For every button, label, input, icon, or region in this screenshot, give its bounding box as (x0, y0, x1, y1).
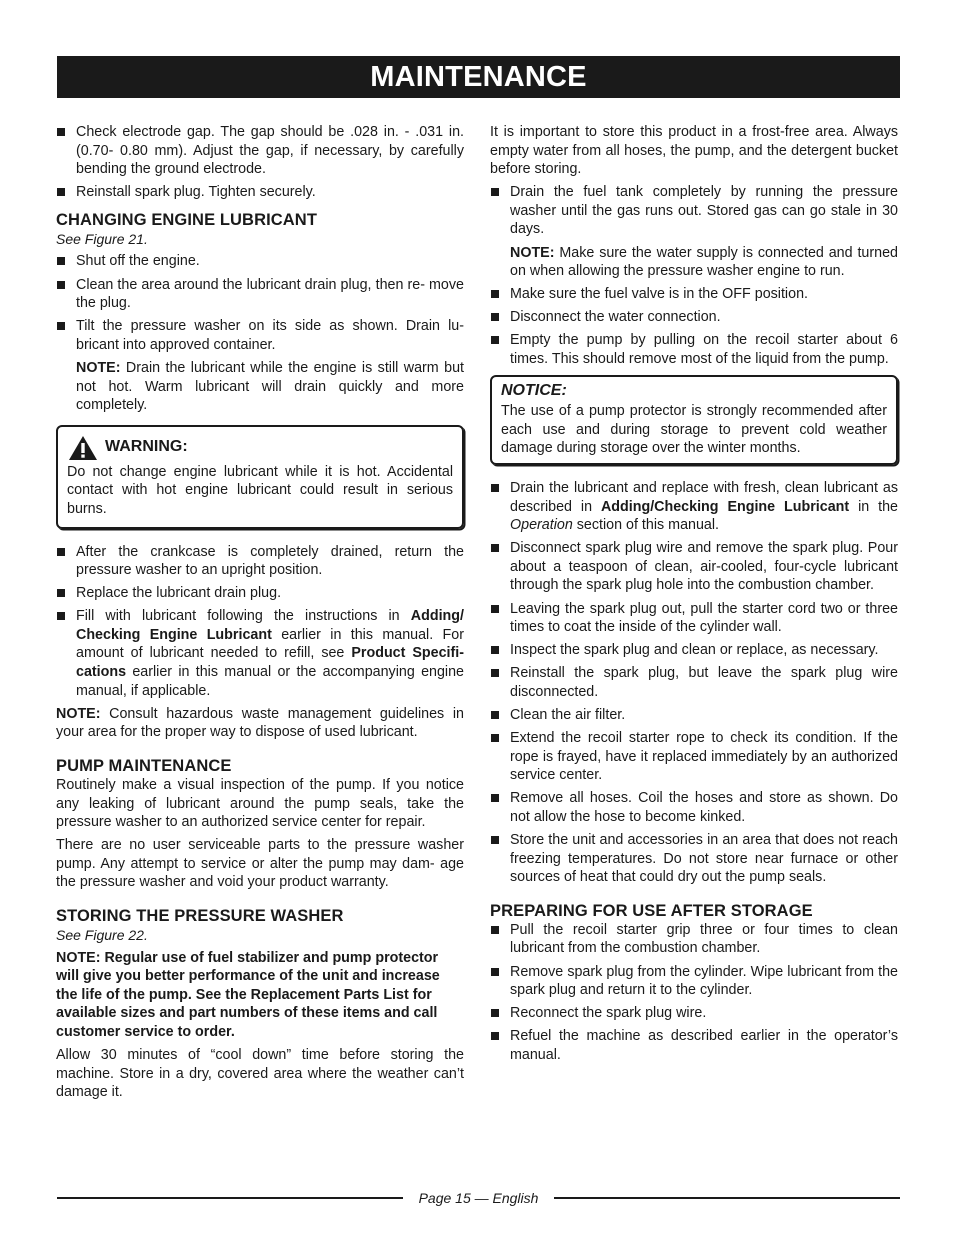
list-item: Remove all hoses. Coil the hoses and store as shown. Do not allow the hose to become kinked. (490, 789, 898, 826)
page-title-banner (57, 56, 900, 98)
list-item: Drain the fuel tank completely by running the pressure washer until the gas runs out. Stored gas can go stale in 30 days. (490, 183, 898, 239)
bold-note-paragraph: NOTE: Regular use of fuel stabilizer and pump protector will give you better performance of the unit and increase the life of the pump. See the Replacement Parts List for available sizes and part numbers of these items and call customer service to order. (56, 949, 440, 1040)
section-heading-storing: STORING THE PRESSURE WASHER (56, 907, 344, 925)
page-footer (57, 1188, 900, 1208)
list-item: Make sure the fuel valve is in the OFF position. (490, 285, 898, 304)
text-run: section of this manual. (572, 517, 720, 534)
paragraph: It is important to store this product in a frost-free area. Always empty water from all hoses, the pump, and the detergent bucket before storing. (490, 124, 898, 178)
list-item-drain-lubricant (490, 479, 898, 535)
note-label: NOTE: (76, 359, 121, 376)
list-item: Empty the pump by pulling on the recoil starter about 6 times. This should remove most of the liquid from the pump. (490, 331, 898, 368)
text-run: in the (849, 498, 898, 515)
note-text: Drain the lubricant while the engine is still warm but not hot. Warm lubricant will drain quickly and more completely. (76, 359, 464, 414)
footer-rule-right (554, 1197, 900, 1200)
list-item: Disconnect spark plug wire and remove the spark plug. Pour about a teaspoon of clean, air-cooled, four-cycle lubricant through the spark plug hole into the combustion chamber. (490, 539, 898, 595)
list-item: Check electrode gap. The gap should be .028 in. - .031 in. (0.70- 0.80 mm). Adjust the gap, if necessary, by carefully bending the ground electrode. (56, 123, 464, 179)
right-column (490, 123, 898, 1069)
section-heading-after-storage: PREPARING FOR USE AFTER STORAGE (490, 901, 813, 920)
text-run: Drain the lubricant and replace with fresh, clean lubricant as described in (510, 480, 898, 515)
note-paragraph (490, 244, 898, 281)
list-item: Reinstall the spark plug, but leave the spark plug wire disconnected. (490, 664, 898, 701)
notice-title: NOTICE: (501, 381, 567, 399)
cross-reference: Adding/Checking Engine Lubricant (600, 498, 850, 515)
notice-text: The use of a pump protector is strongly recommended after each use and during storage to prevent cold weather damage during storage over the winter months. (501, 403, 887, 457)
warning-title: WARNING: (105, 438, 188, 456)
warning-triangle-icon (68, 435, 98, 461)
section-heading-pump: PUMP MAINTENANCE (56, 756, 232, 775)
list-item: Replace the lubricant drain plug. (56, 584, 464, 603)
paragraph: Allow 30 minutes of “cool down” time before storing the machine. Store in a dry, covered area where the weather can’t damage it. (56, 1047, 464, 1101)
list-item: Extend the recoil starter rope to check its condition. If the rope is frayed, have it replaced immediately by an authorized service center. (490, 729, 898, 785)
list-item: Remove spark plug from the cylinder. Wipe lubricant from the spark plug and return it to the cylinder. (490, 963, 898, 1000)
figure-reference: See Figure 22. (56, 927, 148, 943)
note-label: NOTE: (56, 705, 101, 722)
page-title: MAINTENANCE (370, 60, 587, 93)
list-item: Tilt the pressure washer on its side as shown. Drain lu- bricant into approved container. (56, 317, 464, 354)
list-item: Clean the area around the lubricant drain plug, then re- move the plug. (56, 276, 464, 313)
note-paragraph (56, 359, 464, 415)
cross-reference: Adding/ Checking Engine Lubricant (76, 608, 464, 643)
list-item: Reinstall spark plug. Tighten securely. (56, 183, 464, 202)
list-item: Reconnect the spark plug wire. (490, 1004, 898, 1023)
warning-text: Do not change engine lubricant while it is hot. Accidental contact with hot engine lubricant could result in serious burns. (67, 463, 453, 517)
figure-reference: See Figure 21. (56, 230, 148, 247)
note-paragraph (56, 705, 464, 742)
list-item: Shut off the engine. (56, 252, 464, 271)
paragraph: Routinely make a visual inspection of the pump. If you notice any leaking of lubricant around the pump seals, take the pressure washer to an authorized service center for repair. (56, 776, 464, 831)
footer-rule-left (57, 1197, 403, 1200)
left-column (56, 123, 464, 1106)
note-text: Consult hazardous waste management guidelines in your area for the proper way to dispose of used lubricant. (56, 705, 464, 741)
warning-box (56, 425, 464, 529)
cross-reference: Product Specifi- cations (76, 645, 465, 681)
text-run: Fill with lubricant following the instructions in (76, 608, 411, 625)
list-item: Clean the air filter. (490, 706, 898, 725)
text-run: earlier in this manual. For amount of lubricant needed to refill, see (76, 626, 464, 662)
section-heading-lubricant: CHANGING ENGINE LUBRICANT (56, 210, 317, 229)
page-number: Page 15 — English (418, 1190, 539, 1206)
list-item: Refuel the machine as described earlier in the operator’s manual. (490, 1027, 898, 1064)
list-item: Inspect the spark plug and clean or replace, as necessary. (490, 641, 898, 660)
notice-box (490, 375, 898, 465)
list-item-fill-lubricant (56, 607, 464, 700)
paragraph: There are no user serviceable parts to the pressure washer pump. Any attempt to service or alter the pump may dam- age the pressure washer and void your product warranty. (56, 837, 464, 891)
cross-reference: Operation (510, 517, 573, 534)
list-item: After the crankcase is completely drained, return the pressure washer to an upright position. (56, 543, 464, 580)
list-item: Disconnect the water connection. (490, 308, 898, 327)
list-item: Pull the recoil starter grip three or four times to clean lubricant from the combustion chamber. (490, 921, 898, 958)
list-item: Store the unit and accessories in an area that does not reach freezing temperatures. Do not store near furnace or other sources of heat that could dry out the pump seals. (490, 831, 898, 887)
note-label: NOTE: (510, 244, 555, 261)
text-run: earlier in this manual or the accompanying engine manual, if applicable. (76, 664, 464, 699)
list-item: Leaving the spark plug out, pull the starter cord two or three times to coat the inside of the cylinder wall. (490, 600, 898, 637)
warning-title-row (67, 435, 453, 461)
note-text: Make sure the water supply is connected and turned on when allowing the pressure washer engine to run. (510, 244, 898, 280)
